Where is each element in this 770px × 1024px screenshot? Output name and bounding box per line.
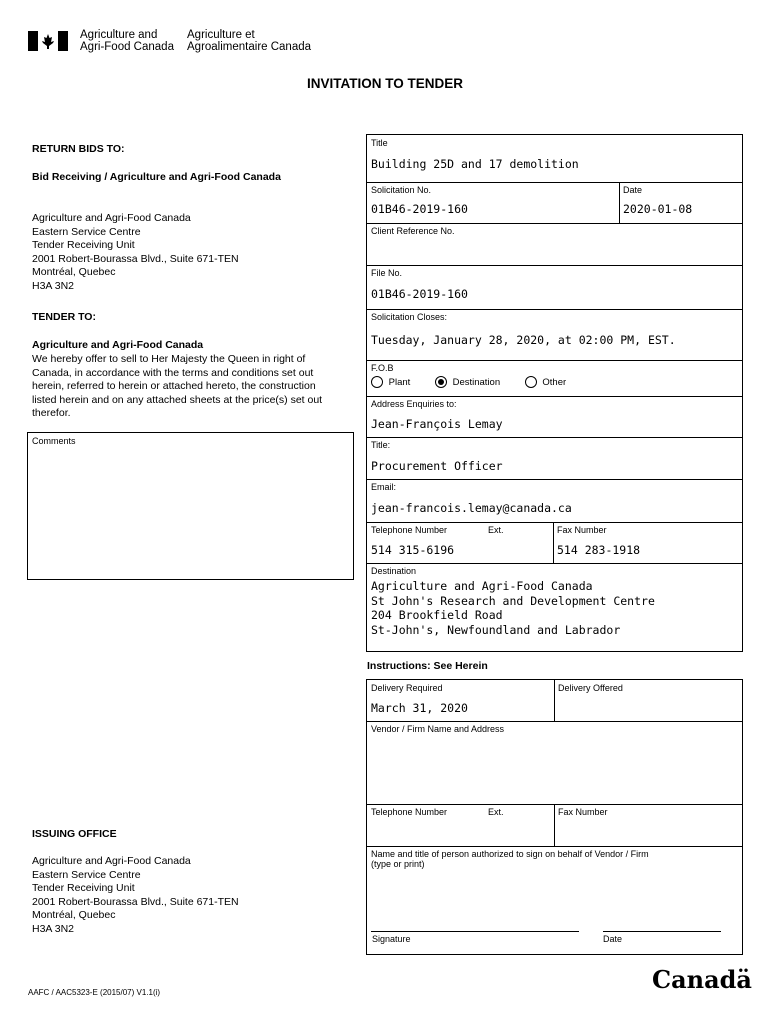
file-number-field[interactable] — [367, 265, 742, 309]
delivery-required-field[interactable] — [367, 680, 554, 721]
tender-to-org: Agriculture and Agri-Food Canada — [32, 339, 204, 351]
destination-label: Destination — [371, 566, 417, 576]
comments-field[interactable] — [27, 432, 354, 580]
form-code: AAFC / AAC5323-E (2015/07) V1.1(i) — [28, 988, 161, 997]
radio-icon — [371, 376, 383, 388]
vendor-telephone-field[interactable] — [367, 804, 554, 846]
canada-wordmark: Canadä — [652, 965, 752, 994]
enquiries-field[interactable] — [367, 396, 742, 437]
fob-option-destination[interactable]: Destination — [435, 377, 525, 388]
return-bids-heading: RETURN BIDS TO: — [32, 143, 125, 155]
tender-form — [366, 134, 743, 652]
vendor-fax-field[interactable] — [554, 804, 742, 846]
tender-offer-text: We hereby offer to sell to Her Majesty the Queen in right of Canada, in accordance with the terms and conditions set out herein, referred to herein or attached hereto, the construction listed herein and on any attached sheets at the price(s) set out therefor. — [32, 353, 323, 420]
extension-label: Ext. — [488, 525, 504, 535]
department-name-en: Agriculture and Agri-Food Canada — [80, 29, 174, 53]
fob-label: F.O.B — [371, 363, 394, 373]
destination-field[interactable] — [367, 563, 742, 651]
officer-title-label: Title: — [371, 440, 391, 450]
tender-to-heading: TENDER TO: — [32, 311, 96, 323]
signature-line[interactable] — [371, 931, 579, 932]
canada-flag-icon — [28, 31, 68, 51]
solicitation-field[interactable] — [367, 182, 619, 223]
fob-field — [367, 360, 742, 396]
email-label: Email: — [371, 482, 397, 492]
delivery-offered-field[interactable] — [554, 680, 742, 721]
solicitation-label: Solicitation No. — [371, 185, 432, 195]
telephone-value: 514 315-6196 — [371, 543, 455, 557]
date-signature-label: Date — [603, 934, 623, 944]
department-name-fr: Agriculture et Agroalimentaire Canada — [187, 29, 312, 53]
delivery-offered-label: Delivery Offered — [558, 683, 623, 693]
telephone-label: Telephone Number — [371, 525, 448, 535]
telephone-field[interactable] — [367, 522, 553, 563]
solicitation-closes-value: Tuesday, January 28, 2020, at 02:00 PM, EST. — [371, 333, 676, 347]
email-value: jean-francois.lemay@canada.ca — [371, 501, 572, 515]
issuing-office-heading: ISSUING OFFICE — [32, 828, 117, 840]
enquiries-value: Jean-François Lemay — [371, 417, 503, 431]
vendor-extension-label: Ext. — [488, 807, 504, 817]
file-number-value: 01B46-2019-160 — [371, 287, 468, 301]
fob-option-other[interactable]: Other — [525, 377, 566, 388]
vendor-fax-label: Fax Number — [558, 807, 608, 817]
solicitation-closes-field[interactable] — [367, 309, 742, 360]
radio-icon — [435, 376, 447, 388]
email-field[interactable] — [367, 479, 742, 522]
date-label: Date — [623, 185, 643, 195]
comments-label: Comments — [32, 436, 76, 446]
page-title: INVITATION TO TENDER — [306, 76, 463, 91]
return-address: Agriculture and Agri-Food Canada Eastern Service Centre Tender Receiving Unit 2001 Robert-Bourassa Blvd., Suite 671-TEN Montréal, Quebec H3A 3N2 — [32, 212, 239, 292]
client-reference-label: Client Reference No. — [371, 226, 455, 236]
date-value: 2020-01-08 — [623, 202, 693, 216]
vendor-form — [366, 679, 743, 955]
vendor-name-address-field[interactable] — [367, 721, 742, 804]
signature-label: Signature — [372, 934, 411, 944]
officer-title-field[interactable] — [367, 437, 742, 479]
date-field[interactable] — [619, 182, 742, 223]
issuing-address: Agriculture and Agri-Food Canada Eastern Service Centre Tender Receiving Unit 2001 Robert-Bourassa Blvd., Suite 671-TEN Montréal, Quebec H3A 3N2 — [32, 855, 239, 935]
destination-address: Agriculture and Agri-Food Canada St John's Research and Development Centre 204 Brookfield Road St-John's, Newfoundland and Labrador — [371, 579, 655, 637]
return-bids-subheading: Bid Receiving / Agriculture and Agri-Food Canada — [32, 171, 281, 183]
solicitation-closes-label: Solicitation Closes: — [371, 312, 448, 322]
vendor-name-address-label: Vendor / Firm Name and Address — [371, 724, 505, 734]
officer-title-value: Procurement Officer — [371, 459, 503, 473]
title-value: Building 25D and 17 demolition — [371, 157, 579, 171]
title-field[interactable] — [367, 135, 742, 182]
fax-label: Fax Number — [557, 525, 607, 535]
fax-field[interactable] — [553, 522, 742, 563]
authorized-person-label: Name and title of person authorized to sign on behalf of Vendor / Firm (type or print) — [371, 849, 649, 869]
client-reference-field[interactable] — [367, 223, 742, 265]
solicitation-value: 01B46-2019-160 — [371, 202, 468, 216]
fob-option-plant[interactable]: Plant — [371, 377, 435, 388]
authorized-person-field[interactable] — [367, 846, 742, 954]
radio-icon — [525, 376, 537, 388]
enquiries-label: Address Enquiries to: — [371, 399, 457, 409]
fax-value: 514 283-1918 — [557, 543, 641, 557]
file-number-label: File No. — [371, 268, 403, 278]
title-label: Title — [371, 138, 388, 148]
vendor-telephone-label: Telephone Number — [371, 807, 448, 817]
delivery-required-value: March 31, 2020 — [371, 701, 468, 715]
instructions-text: Instructions: See Herein — [367, 660, 488, 672]
delivery-required-label: Delivery Required — [371, 683, 443, 693]
date-signature-line[interactable] — [603, 931, 721, 932]
